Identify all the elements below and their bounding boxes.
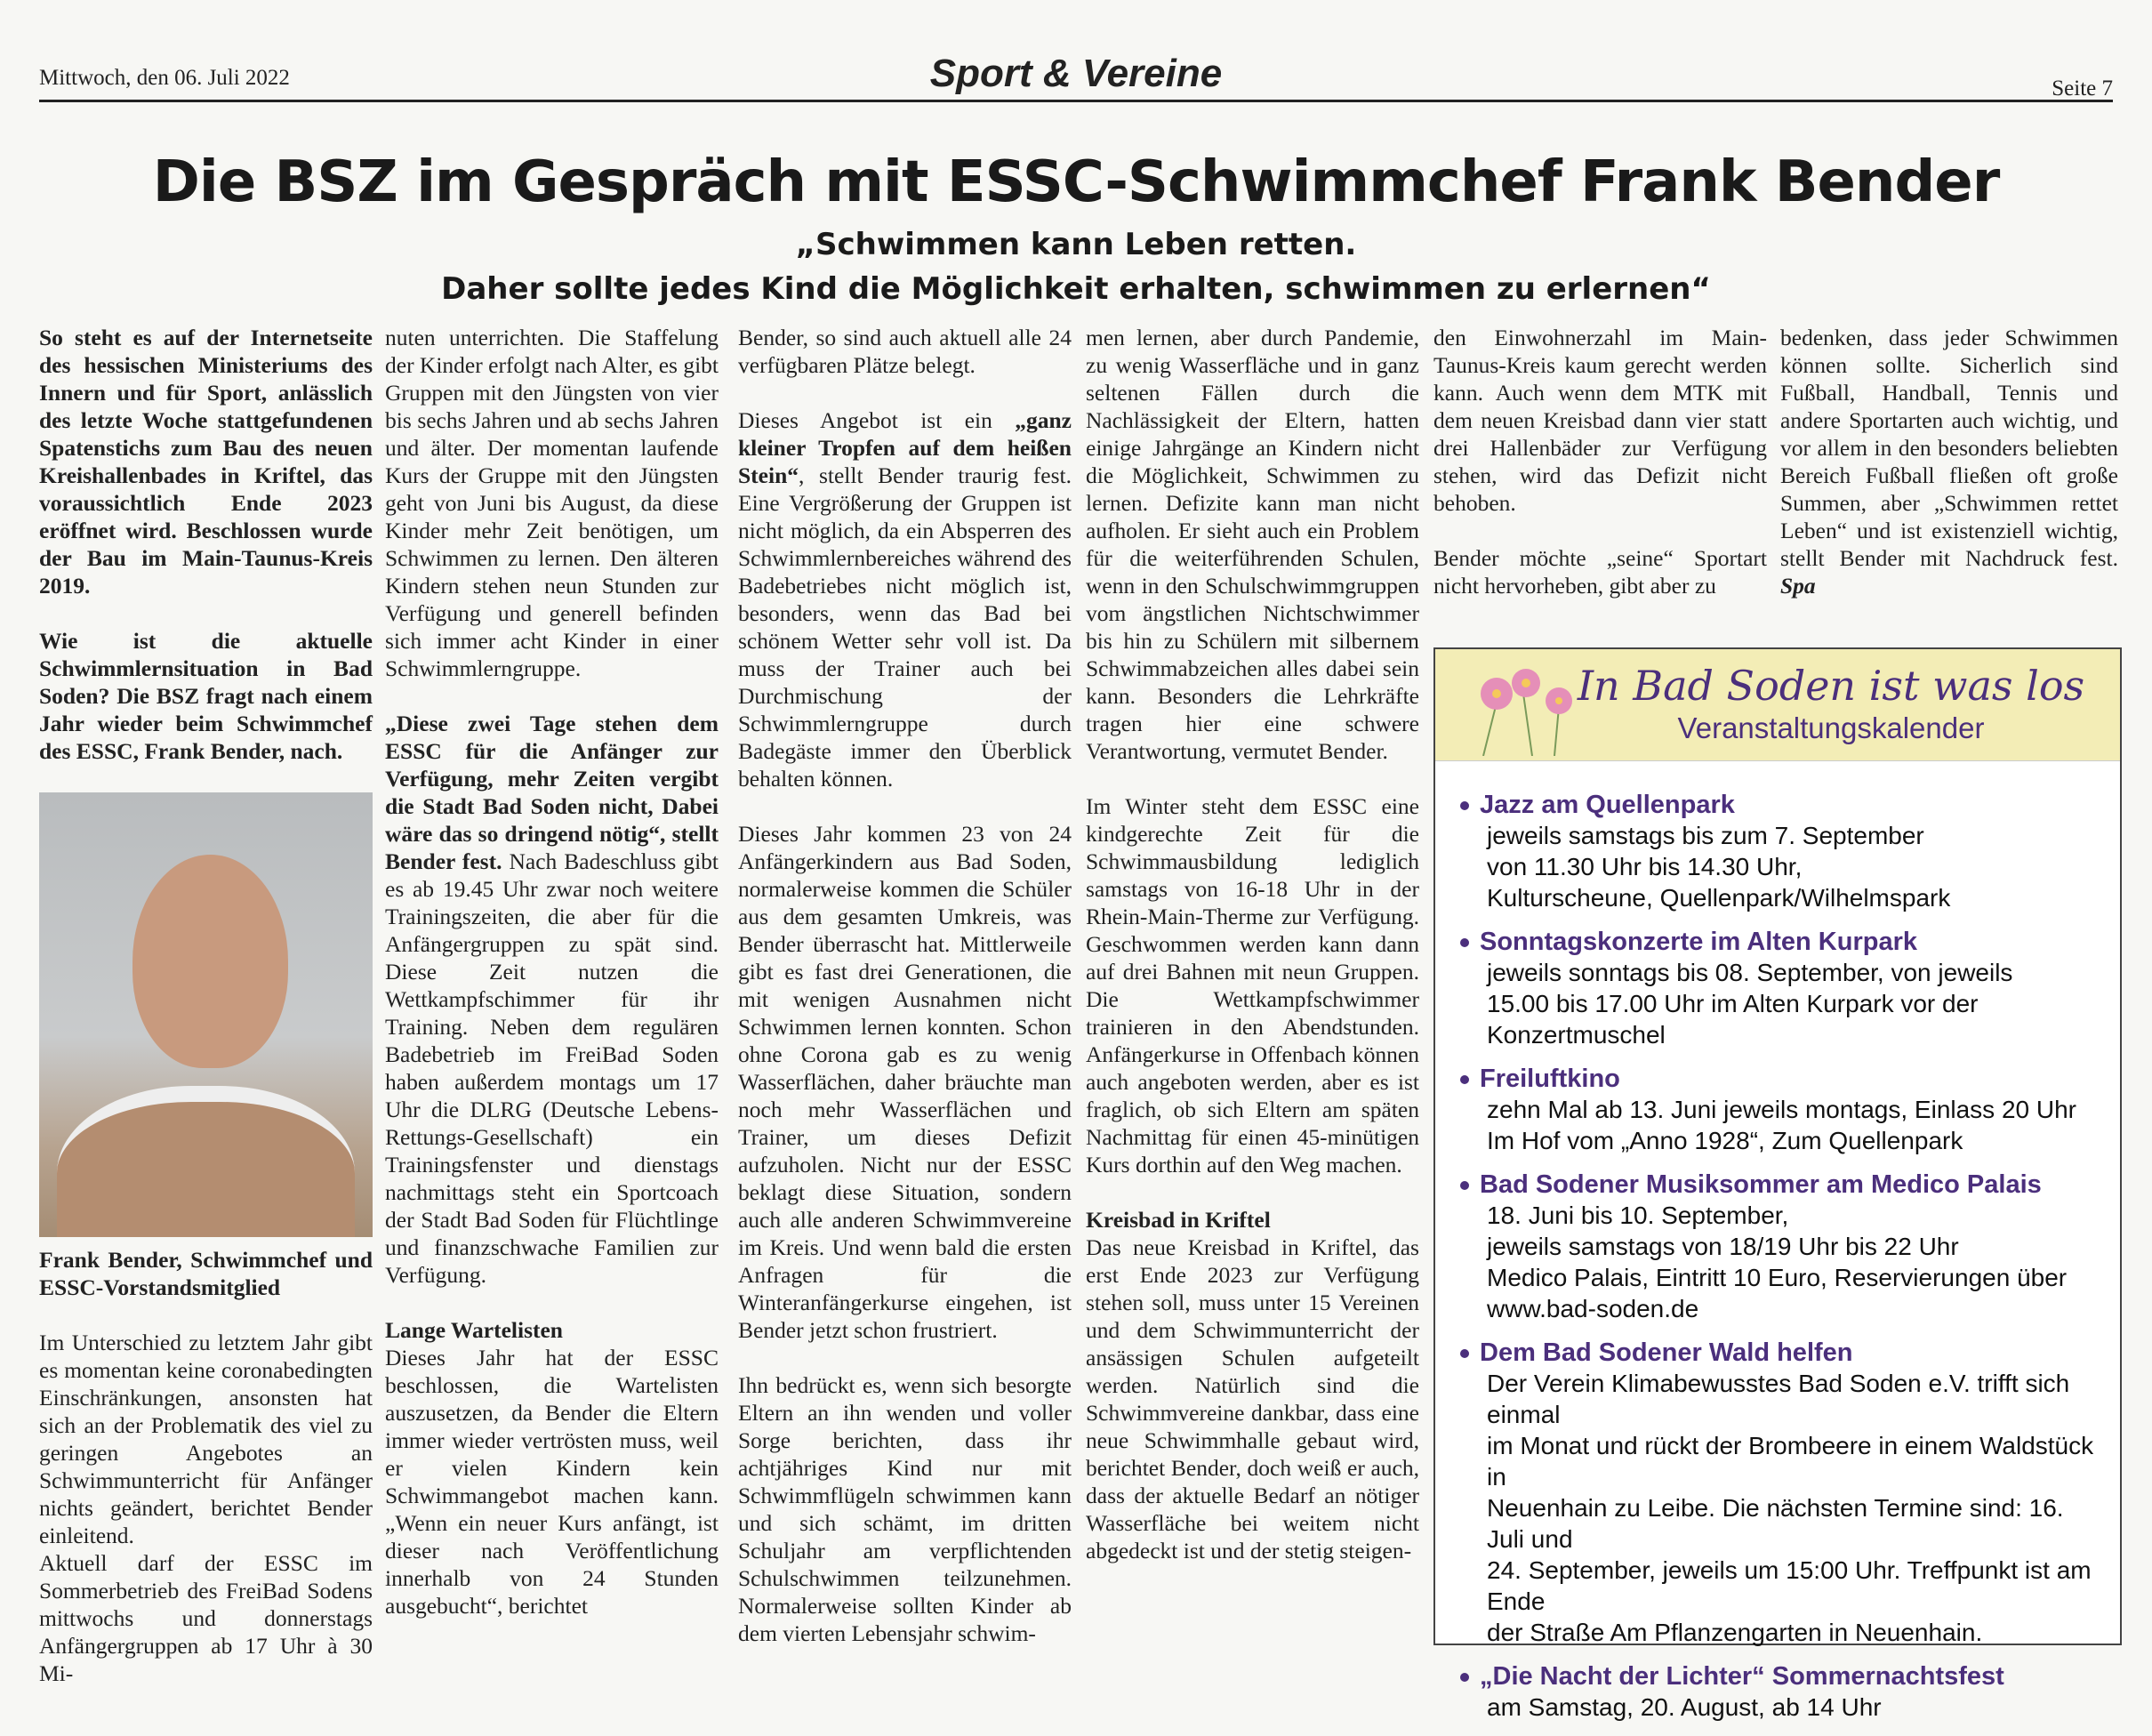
event-line: von 11.30 Uhr bis 14.30 Uhr,	[1487, 853, 1803, 880]
event-line: jeweils sonntags bis 08. September, von jeweils	[1487, 959, 2013, 986]
event-title: Jazz am Quellenpark	[1480, 791, 1735, 819]
event-line: jeweils samstags bis zum 7. September	[1487, 822, 1924, 849]
bullet-icon	[1460, 1349, 1469, 1358]
event-item	[1460, 1661, 2099, 1723]
event-title: „Die Nacht der Lichter“ Sommernachtsfest	[1480, 1662, 2004, 1691]
article-column-1	[39, 324, 373, 1715]
event-title: Bad Sodener Musiksommer am Medico Palais	[1480, 1170, 2042, 1199]
article-column-6	[1780, 324, 2118, 627]
calendar-title: In Bad Soden ist was los	[1577, 662, 2085, 710]
event-line: Konzertmuschel	[1487, 1021, 1666, 1049]
lead-question: Wie ist die aktuelle Schwimmlernsituation in Bad Soden? Die BSZ fragt nach einem Jahr wieder beim Schwimmchef des ESSC, Frank Bender, nach.	[39, 628, 373, 764]
event-line: am Samstag, 20. August, ab 14 Uhr	[1487, 1693, 1882, 1721]
subheading-kreisbad-in-kriftel: Kreisbad in Kriftel	[1086, 1207, 1271, 1233]
photo-head-shape	[132, 855, 288, 1068]
calendar-subtitle: Veranstaltungskalender	[1677, 711, 1985, 744]
event-details	[1460, 1692, 2099, 1723]
photo-caption: Frank Bender, Schwimmchef und ESSC-Vorstandsmitglied	[39, 1247, 373, 1300]
photo-shirt-shape	[57, 1086, 355, 1237]
event-line: 24. September, jeweils um 15:00 Uhr. Treffpunkt ist am Ende	[1487, 1556, 2092, 1615]
article-column-5	[1433, 324, 1767, 627]
masthead-rule	[39, 100, 2113, 102]
body-paragraph: Bender, so sind auch aktuell alle 24 verfügbaren Plätze belegt.	[738, 325, 1072, 378]
event-line: 15.00 bis 17.00 Uhr im Alten Kurpark vor der	[1487, 990, 1979, 1017]
event-line: Der Verein Klimabewusstes Bad Soden e.V. trifft sich einmal	[1487, 1370, 2070, 1428]
event-item	[1460, 790, 2099, 913]
event-item	[1460, 1169, 2099, 1324]
emphasis-quote: „ganz kleiner Tropfen auf dem heißen Stein“	[738, 407, 1072, 488]
body-paragraph: Nach Badeschluss gibt es ab 19.45 Uhr zwar noch weitere Trainingszeiten, die aber für die Anfängergruppen zu spät sind. Diese Zeit nutzen die Wettkampfschimmer für ihr Training. Neben dem regulären Badebetrieb im FreiBad Soden haben außerdem montags um 17 Uhr die DLRG (Deutsche Lebens-Rettungs-Gesellschaft) ein Trainingsfenster und dienstags nachmittags steht ein Sportcoach der Stadt Bad Soden für Flüchtlinge und finanzschwache Familien zur Verfügung.	[385, 848, 719, 1288]
article-column-2	[385, 324, 719, 1647]
event-list	[1460, 790, 2099, 1736]
body-paragraph: Aktuell darf der ESSC im Sommerbetrieb des FreiBad Sodens mittwochs und donnerstags Anfängergruppen ab 17 Uhr à 30 Mi-	[39, 1550, 373, 1686]
event-details	[1460, 1200, 2099, 1324]
event-line: Medico Palais, Eintritt 10 Euro, Reservierungen über	[1487, 1264, 2068, 1291]
event-title: Dem Bad Sodener Wald helfen	[1480, 1338, 1853, 1367]
body-paragraph: nuten unterrichten. Die Staffelung der Kinder erfolgt nach Alter, es gibt Gruppen mit den Jüngsten von vier bis sechs Jahren und ab sechs Jahren und älter. Der momentan laufende Kurs der Gruppe mit den Jüngsten geht von Juni bis August, da diese Kinder mehr Zeit benötigen, um Schwimmen zu lernen. Den älteren Kindern stehen neun Stunden zur Verfügung und generell befinden sich immer acht Kinder in einer Schwimmlerngruppe.	[385, 325, 719, 681]
event-line: Kulturscheune, Quellenpark/Wilhelmspark	[1487, 884, 1951, 912]
body-text: Dieses Angebot ist ein	[738, 407, 1016, 433]
event-line: zehn Mal ab 13. Juni jeweils montags, Einlass 20 Uhr	[1487, 1096, 2077, 1123]
section-title: Sport & Vereine	[929, 52, 1223, 95]
body-paragraph: Im Unterschied zu letztem Jahr gibt es momentan keine coronabedingten Einschränkungen, ansonsten hat sich an der Problematik des viel zu geringen Angebotes an Schwimmunterricht für Anfänger nichts geändert, berichtet Bender einleitend.	[39, 1330, 373, 1548]
body-paragraph: Bender möchte „seine“ Sportart nicht hervorheben, gibt aber zu	[1433, 545, 1767, 599]
event-line: 18. Juni bis 10. September,	[1487, 1202, 1789, 1229]
subheading-lange-wartelisten: Lange Wartelisten	[385, 1317, 563, 1343]
body-paragraph: Ihn bedrückt es, wenn sich besorgte Eltern an ihn wenden und voller Sorge berichten, dass ihr achtjähriges Kind nur mit Schwimmflügeln schwimmen kann und sich schämt, im dritten Schuljahr am verpflichtenden Schulschwimmen teilzunehmen. Normalerweise sollten Kinder ab dem vierten Lebensjahr schwim-	[738, 1372, 1072, 1646]
event-item	[1460, 1338, 2099, 1648]
event-details	[1460, 820, 2099, 913]
event-item	[1460, 927, 2099, 1050]
event-title: Sonntagskonzerte im Alten Kurpark	[1480, 928, 1918, 956]
article-column-3	[738, 324, 1072, 1675]
bullet-icon	[1460, 938, 1469, 947]
lead-paragraph: So steht es auf der Internetseite des hessischen Ministeriums des Innern und für Sport, anlässlich des letzte Woche stattgefundenen Spatenstichs zum Bau des neuen Kreishallenbades in Kriftel, das voraussichtlich Ende 2023 eröffnet wird. Beschlossen wurde der Bau im Main-Taunus-Kreis 2019.	[39, 325, 373, 599]
body-paragraph: den Einwohnerzahl im Main-Taunus-Kreis kaum gerecht werden kann. Auch wenn dem MTK mit dem neuen Kreisbad dann vier statt drei Hallenbäder zur Verfügung stehen, wird das Defizit nicht behoben.	[1433, 325, 1767, 516]
author-signature: Spa	[1780, 573, 1816, 599]
article-subhead-line2: Daher sollte jedes Kind die Möglichkeit erhalten, schwimmen zu erlernen“	[441, 271, 1711, 307]
article-subhead-line1: „Schwimmen kann Leben retten.	[795, 227, 1357, 262]
article-column-4	[1086, 324, 1419, 1592]
portrait-photo	[39, 792, 373, 1237]
bullet-icon	[1460, 1181, 1469, 1190]
body-paragraph: Im Winter steht dem ESSC eine kindgerechte Zeit für die Schwimmausbildung lediglich samstags von 16-18 Uhr in der Rhein-Main-Therme zur Verfügung. Geschwommen werden kann dann auf drei Bahnen mit neun Gruppen. Die Wettkampfschwimmer trainieren in den Abendstunden. Anfängerkurse in Offenbach können auch angeboten werden, aber es ist fraglich, ob sich Eltern am späten Nachmittag für einen 45-minütigen Kurs dorthin auf den Weg machen.	[1086, 793, 1419, 1177]
event-line: Neuenhain zu Leibe. Die nächsten Termine sind: 16. Juli und	[1487, 1494, 2064, 1553]
event-line: im Monat und rückt der Brombeere in einem Waldstück in	[1487, 1432, 2094, 1491]
pull-quote: „Diese zwei Tage stehen dem ESSC für die Anfänger zur Verfügung, mehr Zeiten vergibt die Stadt Bad Soden nicht, Dabei wäre das so dringend nötig“, stellt Bender fest.	[385, 711, 719, 874]
event-item	[1460, 1064, 2099, 1156]
event-line: jeweils samstags von 18/19 Uhr bis 22 Uhr	[1487, 1233, 1959, 1260]
body-paragraph: men lernen, aber durch Pandemie, zu wenig Wasserfläche und in ganz seltenen Fällen durch die Nachlässigkeit der Eltern, hatten einige Jahrgänge an Kindern nicht die Möglichkeit, Schwimmen zu lernen. Defizite kann man nicht aufholen. Er sieht auch ein Problem für die weiterführenden Schulen, wenn in den Schulschwimmgruppen vom ängstlichen Nichtschwimmer bis hin zu Schülern mit silbernem Schwimmabzeichen alles dabei sein kann. Besonders die Lehrkräfte tragen hier eine schwere Verantwortung, vermutet Bender.	[1086, 325, 1419, 764]
body-paragraph: bedenken, dass jeder Schwimmen können sollte. Sicherlich sind Fußball, Handball, Tennis und andere Sportarten auch wichtig, und vor allem in den besonders beliebten Bereich Fußball fließen oft große Summen, aber „Schwimmen rettet Leben“ und ist existenziell wichtig, stellt Bender mit Nachdruck fest.	[1780, 325, 2118, 571]
bullet-icon	[1460, 1075, 1469, 1084]
calendar-header	[1435, 649, 2120, 761]
bullet-icon	[1460, 801, 1469, 810]
event-link: www.bad-soden.de	[1487, 1295, 1699, 1322]
body-paragraph: Dieses Jahr hat der ESSC beschlossen, die Wartelisten auszusetzen, da Bender die Eltern immer wieder vertrösten muss, weil er vielen Kindern kein Schwimmangebot machen kann. „Wenn ein neuer Kurs anfängt, ist dieser nach Veröffentlichung innerhalb von 24 Stunden ausgebucht“, berichtet	[385, 1345, 719, 1619]
body-paragraph: Dieses Jahr kommen 23 von 24 Anfängerkindern aus Bad Soden, normalerweise kommen die Schüler aus dem gesamten Umkreis, was Bender überrascht hat. Mittlerweile gibt es fast drei Generationen, die mit wenigen Ausnahmen nicht Schwimmen lernen konnten. Schon ohne Corona gab es zu wenig Wasserflächen, daher bräuchte man noch mehr Wasserflächen und Trainer, um dieses Defizit aufzuholen. Nicht nur der ESSC beklagt diese Situation, sondern auch alle anderen Schwimmvereine im Kreis. Und wenn bald die ersten Anfragen für die Winteranfängerkurse eingehen, ist Bender jetzt schon frustriert.	[738, 821, 1072, 1343]
event-line: Im Hof vom „Anno 1928“, Zum Quellenpark	[1487, 1127, 1963, 1154]
issue-date: Mittwoch, den 06. Juli 2022	[39, 66, 290, 90]
event-details	[1460, 1094, 2099, 1156]
event-title: Freiluftkino	[1480, 1065, 1620, 1093]
article-headline: Die BSZ im Gespräch mit ESSC-Schwimmchef Frank Bender	[152, 149, 2000, 215]
event-details	[1460, 957, 2099, 1050]
page-number: Seite 7	[2052, 76, 2113, 100]
event-line: der Straße Am Pflanzengarten in Neuenhain.	[1487, 1619, 1983, 1646]
bullet-icon	[1460, 1673, 1469, 1682]
body-paragraph: Das neue Kreisbad in Kriftel, das erst Ende 2023 zur Verfügung stehen soll, muss unter 15 Vereinen und dem Schwimmunterricht der ansässigen Schulen aufgeteilt werden. Natürlich sind die Schwimmvereine dankbar, dass eine neue Schwimmhalle gebaut wird, berichtet Bender, doch weiß er auch, dass der aktuelle Bedarf an nötiger Wasserfläche bei weitem nicht abgedeckt ist und der stetig steigen-	[1086, 1234, 1419, 1563]
event-calendar-box	[1433, 647, 2122, 1721]
event-details	[1460, 1368, 2099, 1648]
body-text: , stellt Bender traurig fest. Eine Vergrößerung der Gruppen ist nicht möglich, da ein Absperren des Schwimmlernbereiches während des Badebetriebes nicht möglich ist, besonders, wenn das Bad bei schönem Wetter sehr voll ist. Da muss der Trainer auch bei Durchmischung der Schwimmlerngruppe durch Badegäste immer den Überblick behalten können.	[738, 462, 1072, 792]
